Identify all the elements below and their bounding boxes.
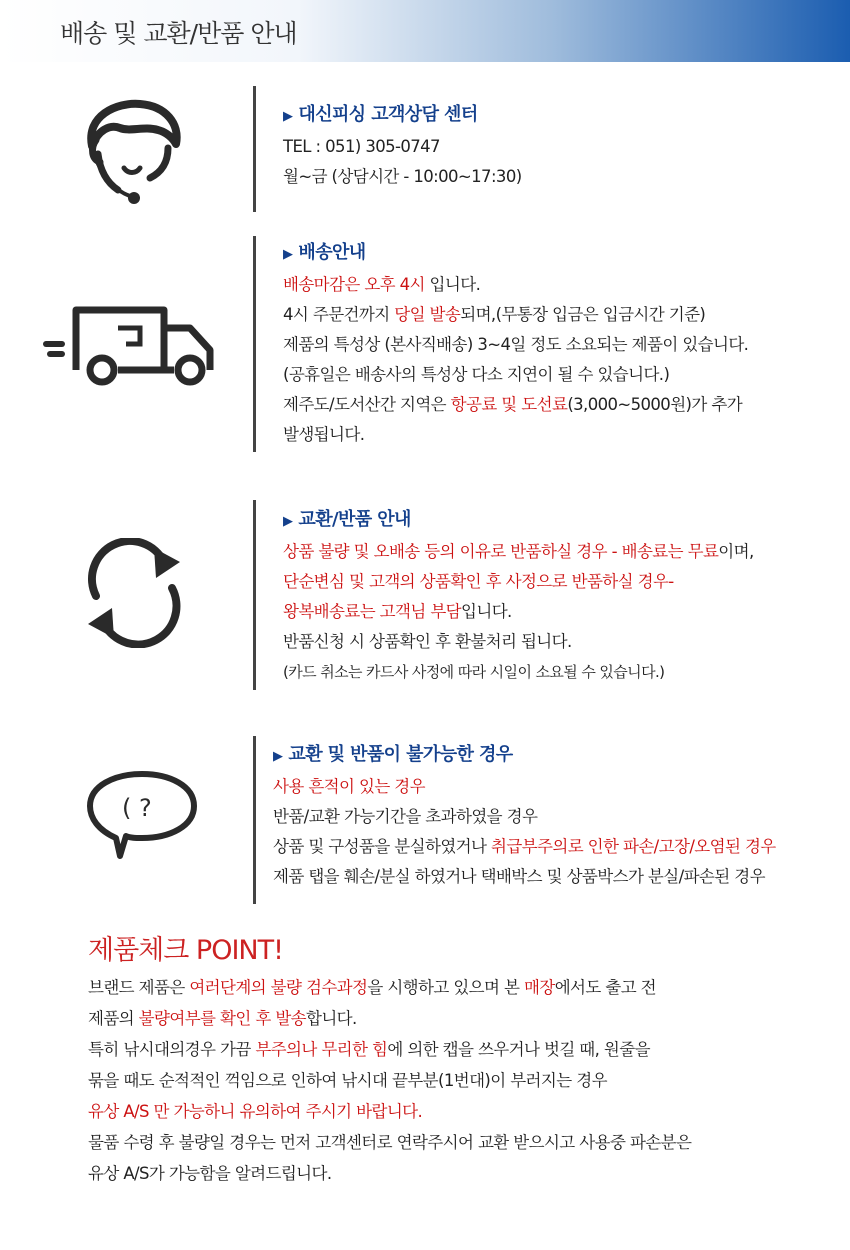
unavailable-section (273, 740, 776, 892)
unavailable-line: 제품 탭을 훼손/분실 하였거나 택배박스 및 상품박스가 분실/파손된 경우 (273, 867, 765, 886)
exchange-line: 반품신청 시 상품확인 후 환불처리 됩니다. (283, 632, 572, 651)
unavailable-line: 상품 및 구성품을 분실하였거나 취급부주의로 인한 파손/고장/오염된 경우 (273, 837, 776, 856)
page-title: 배송 및 교환/반품 안내 (60, 19, 297, 48)
point-line: 유상 A/S가 가능함을 알려드립니다. (88, 1164, 332, 1183)
cs-title: ▶ 대신피싱 고객상담 센터 (283, 104, 478, 125)
shipping-title: ▶ 배송안내 (283, 242, 366, 263)
refresh-arrows-icon (80, 538, 186, 648)
shipping-line: 제주도/도서산간 지역은 항공료 및 도선료(3,000~5000원)가 추가 (283, 395, 743, 414)
question-bubble-icon (86, 768, 198, 864)
svg-text:( ?: ( ? (122, 794, 152, 822)
section-divider (253, 86, 256, 212)
cs-section (283, 100, 522, 192)
point-line: 특히 낚시대의경우 가끔 부주의나 무리한 힘에 의한 캡을 쓰우거나 벗길 때, 원줄을 (88, 1040, 650, 1059)
exchange-line: 단순변심 및 고객의 상품확인 후 사정으로 반품하실 경우- (283, 572, 674, 591)
cs-tel: TEL : 051) 305-0747 (283, 137, 440, 156)
point-title: 제품체크 POINT! (88, 935, 283, 966)
unavailable-line: 반품/교환 가능기간을 초과하였을 경우 (273, 807, 538, 826)
exchange-line: 상품 불량 및 오배송 등의 이유로 반품하실 경우 - 배송료는 무료이며, (283, 542, 754, 561)
unavailable-line: 사용 흔적이 있는 경우 (273, 777, 425, 796)
point-body (88, 972, 691, 1189)
exchange-line: 왕복배송료는 고객님 부담입니다. (283, 602, 512, 621)
point-line: 유상 A/S 만 가능하니 유의하여 주시기 바랍니다. (88, 1102, 423, 1121)
delivery-truck-icon (42, 300, 218, 390)
header-bar (0, 0, 850, 62)
shipping-line: 발생됩니다. (283, 425, 365, 444)
exchange-line: (카드 취소는 카드사 사정에 따라 시일이 소요될 수 있습니다.) (283, 663, 665, 681)
point-line: 제품의 불량여부를 확인 후 발송합니다. (88, 1009, 357, 1028)
point-line: 물품 수령 후 불량일 경우는 먼저 고객센터로 연락주시어 교환 받으시고 사용중 파손분은 (88, 1133, 692, 1152)
headset-face-icon (78, 98, 182, 208)
exchange-section (283, 505, 754, 687)
shipping-line: (공휴일은 배송사의 특성상 다소 지연이 될 수 있습니다.) (283, 365, 670, 384)
shipping-line: 4시 주문건까지 당일 발송되며,(무통장 입금은 입금시간 기준) (283, 305, 706, 324)
point-line: 묶을 때도 순적적인 꺽임으로 인하여 낚시대 끝부분(1번대)이 부러지는 경우 (88, 1071, 607, 1090)
point-line: 브랜드 제품은 여러단계의 불량 검수과정을 시행하고 있으며 본 매장에서도 출고 전 (88, 978, 657, 997)
shipping-section (283, 238, 748, 450)
unavailable-title: ▶ 교환 및 반품이 불가능한 경우 (273, 744, 513, 765)
section-divider (253, 236, 256, 452)
exchange-title: ▶ 교환/반품 안내 (283, 509, 411, 530)
shipping-line: 제품의 특성상 (본사직배송) 3~4일 정도 소요되는 제품이 있습니다. (283, 335, 749, 354)
section-divider (253, 500, 256, 690)
shipping-line: 배송마감은 오후 4시 입니다. (283, 275, 481, 294)
section-divider (253, 736, 256, 904)
cs-hours: 월~금 (상담시간 - 10:00~17:30) (283, 167, 522, 186)
